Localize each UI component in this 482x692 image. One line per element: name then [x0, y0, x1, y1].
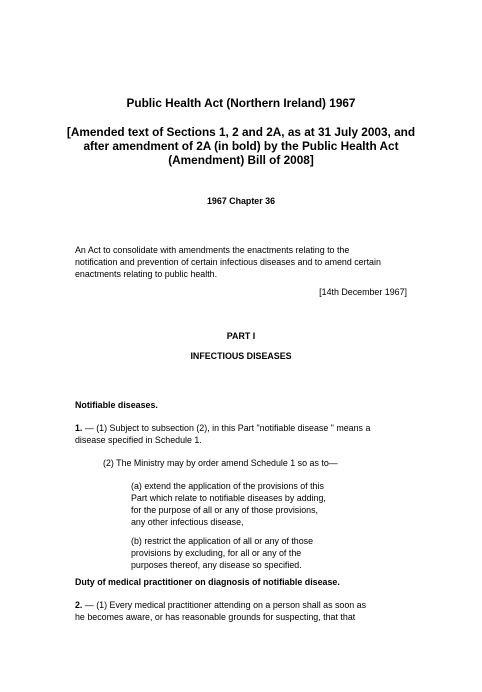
section-1-1-line-1	[75, 422, 370, 434]
document-subtitle-line-2: after amendment of 2A (in bold) by the Public Health Act	[83, 139, 399, 153]
document-subtitle-line-1: [Amended text of Sections 1, 2 and 2A, as at 31 July 2003, and	[66, 125, 416, 139]
enactment-date: [14th December 1967]	[319, 287, 407, 297]
section-1-2a-line-3: for the purpose of all or any of those provisions,	[131, 505, 318, 515]
part-label: PART I	[226, 331, 256, 341]
section-1-2b-line-2: provisions by excluding, for all or any of the	[131, 548, 302, 558]
section-2-1-line-1	[75, 599, 366, 611]
section-1-1-text: — (1) Subject to subsection (2), in this Part "notifiable disease " means a	[82, 423, 371, 433]
section-1-1-line-2: disease specified in Schedule 1.	[75, 435, 202, 445]
preamble-line-3: enactments relating to public health.	[75, 269, 218, 279]
chapter-label: 1967 Chapter 36	[206, 196, 276, 206]
preamble-line-1: An Act to consolidate with amendments the enactments relating to the	[75, 245, 350, 255]
part-title: INFECTIOUS DISEASES	[190, 351, 292, 361]
section-1-2b-line-1: (b) restrict the application of all or any of those	[131, 536, 314, 546]
document-title: Public Health Act (Northern Ireland) 1967	[126, 96, 356, 110]
section-heading-notifiable: Notifiable diseases.	[75, 400, 158, 410]
section-1-2a-line-2: Part which relate to notifiable diseases by adding,	[131, 493, 326, 503]
section-2-1-text: — (1) Every medical practitioner attending on a person shall as soon as	[82, 600, 367, 610]
section-heading-duty: Duty of medical practitioner on diagnosis of notifiable disease.	[75, 577, 340, 587]
section-1-2b-line-3: purposes thereof, any disease so specified.	[131, 560, 302, 570]
section-1-number: 1.	[75, 423, 83, 433]
section-1-2a-line-1: (a) extend the application of the provisions of this	[131, 481, 324, 491]
section-2-1-line-2: he becomes aware, or has reasonable grounds for suspecting, that that	[75, 612, 356, 622]
section-1-2: (2) The Ministry may by order amend Schedule 1 so as to—	[103, 458, 338, 468]
section-2-number: 2.	[75, 600, 83, 610]
preamble-line-2: notification and prevention of certain infectious diseases and to amend certain	[75, 257, 381, 267]
section-1-2a-line-4: any other infectious disease,	[131, 517, 244, 527]
document-subtitle-line-3: (Amendment) Bill of 2008]	[168, 153, 314, 167]
